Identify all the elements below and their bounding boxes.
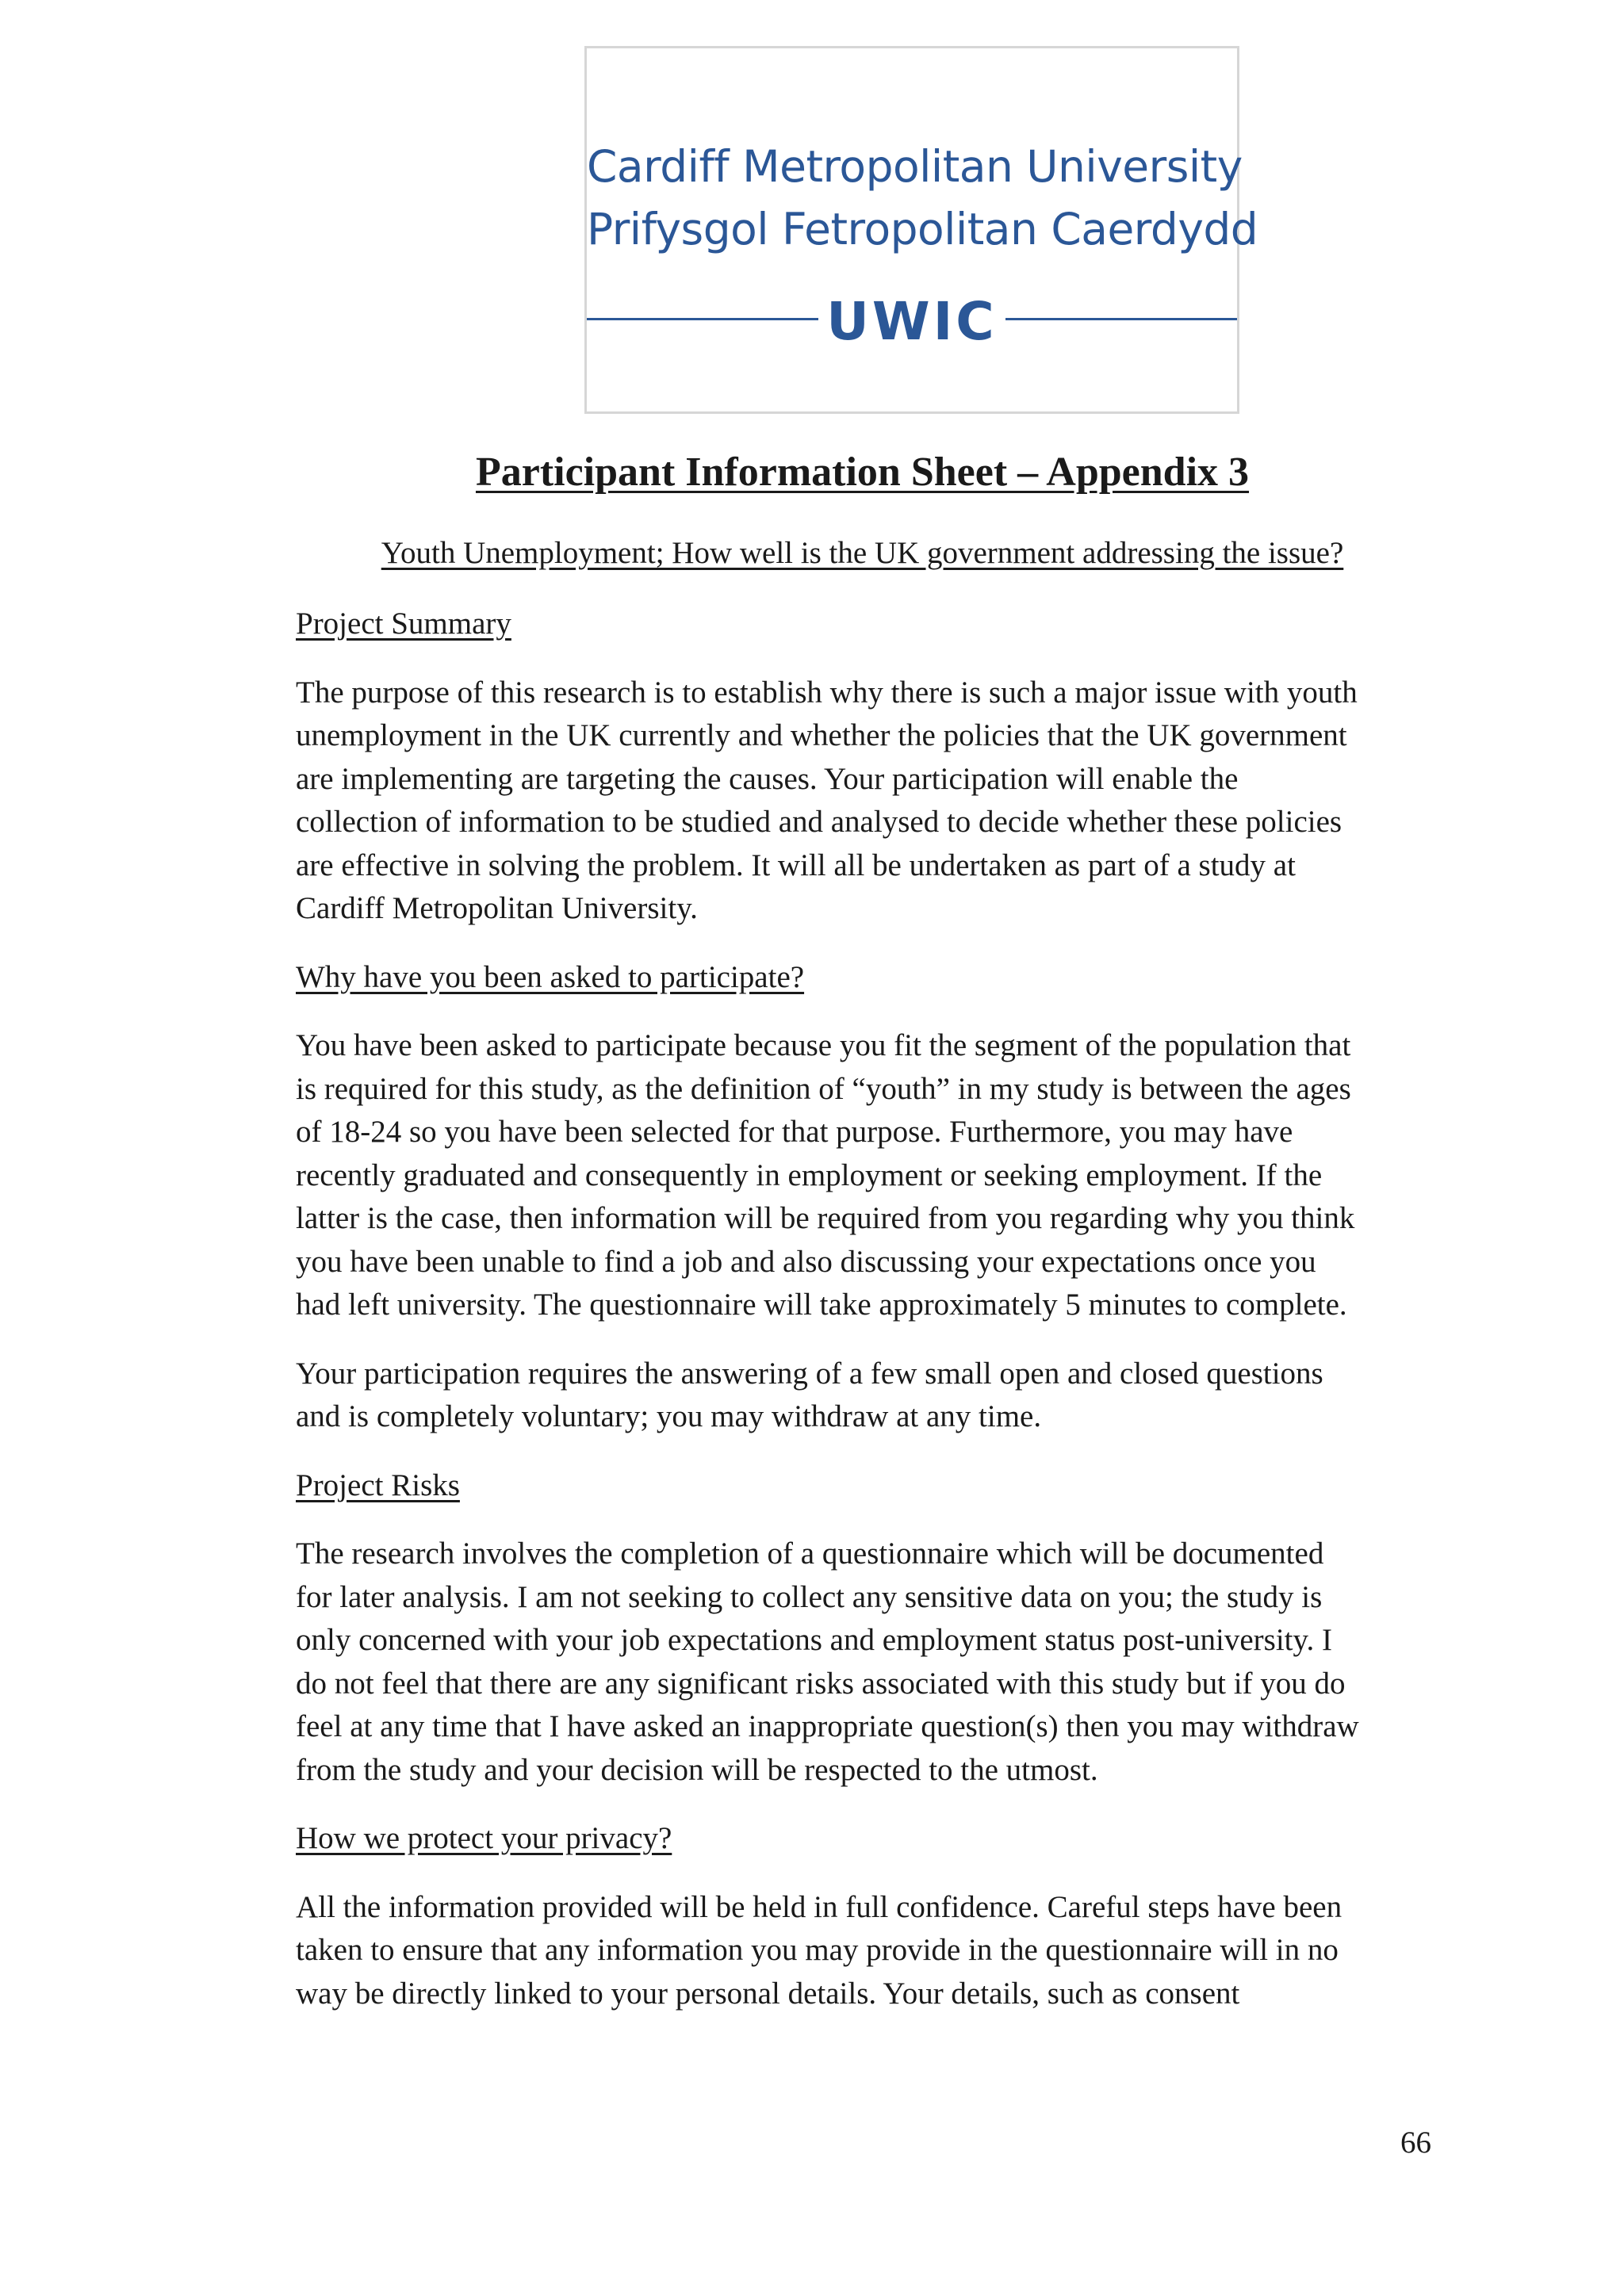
paragraph-line: of 18-24 so you have been selected for that purpose. Furthermore, you may have: [296, 1115, 1293, 1149]
logo-rule: [587, 291, 1237, 352]
paragraph-line: latter is the case, then information will be required from you regarding why you think: [296, 1201, 1355, 1235]
paragraph-line: are effective in solving the problem. It will all be undertaken as part of a study at: [296, 848, 1296, 882]
paragraph-line: The purpose of this research is to establish why there is such a major issue with youth: [296, 675, 1358, 710]
logo-rule-left: [587, 318, 818, 320]
section-heading: Why have you been asked to participate?: [296, 959, 805, 994]
paragraph-line: The research involves the completion of a questionnaire which will be documented: [296, 1536, 1324, 1571]
paragraph-line: only concerned with your job expectations and employment status post-university. I: [296, 1623, 1332, 1657]
paragraph-line: and is completely voluntary; you may withdraw at any time.: [296, 1399, 1042, 1433]
paragraph-line: is required for this study, as the definition of “youth” in my study is between the ages: [296, 1071, 1351, 1106]
paragraph-line: Your participation requires the answering of a few small open and closed questions: [296, 1356, 1323, 1391]
section-heading: Project Risks: [296, 1468, 460, 1502]
paragraph-line: unemployment in the UK currently and whether the policies that the UK government: [296, 718, 1347, 752]
body-paragraph: [296, 1533, 1422, 1792]
page-number: 66: [1400, 2126, 1431, 2160]
paragraph-line: collection of information to be studied and analysed to decide whether these policies: [296, 805, 1342, 839]
paragraph-line: for later analysis. I am not seeking to collect any sensitive data on you; the study is: [296, 1579, 1323, 1614]
paragraph-line: You have been asked to participate because you fit the segment of the population that: [296, 1028, 1351, 1062]
paragraph-line: had left university. The questionnaire will take approximately 5 minutes to complete.: [296, 1288, 1347, 1322]
university-logo: [584, 46, 1258, 414]
paragraph-line: taken to ensure that any information you may provide in the questionnaire will in no: [296, 1933, 1339, 1967]
logo-mark: UWIC: [826, 291, 998, 352]
paragraph-line: feel at any time that I have asked an inappropriate question(s) then you may withdraw: [296, 1709, 1359, 1743]
paragraph-line: are implementing are targeting the causes. Your participation will enable the: [296, 761, 1239, 796]
page-title: Participant Information Sheet – Appendix 3: [475, 450, 1250, 495]
body-paragraph: [296, 672, 1422, 931]
logo-welsh-name: Prifysgol Fetropolitan Caerdydd: [587, 204, 1258, 254]
body-paragraph: [296, 1024, 1422, 1327]
page-subtitle: Youth Unemployment; How well is the UK government addressing the issue?: [381, 536, 1344, 570]
section-heading: How we protect your privacy?: [296, 1821, 672, 1855]
paragraph-line: you have been unable to find a job and also discussing your expectations once you: [296, 1244, 1316, 1279]
section-heading: Project Summary: [296, 607, 511, 641]
body-paragraph: [296, 1886, 1422, 2016]
logo-rule-right: [1005, 318, 1237, 320]
paragraph-line: All the information provided will be held in full confidence. Careful steps have been: [296, 1889, 1342, 1924]
body-paragraph: [296, 1353, 1422, 1439]
paragraph-line: way be directly linked to your personal details. Your details, such as consent: [296, 1976, 1240, 2011]
paragraph-line: do not feel that there are any significant risks associated with this study but if you do: [296, 1666, 1346, 1701]
paragraph-line: Cardiff Metropolitan University.: [296, 891, 698, 925]
paragraph-line: recently graduated and consequently in employment or seeking employment. If the: [296, 1158, 1323, 1192]
document-body: [296, 603, 1422, 2041]
paragraph-line: from the study and your decision will be respected to the utmost.: [296, 1752, 1098, 1787]
logo-english-name: Cardiff Metropolitan University: [587, 141, 1243, 192]
